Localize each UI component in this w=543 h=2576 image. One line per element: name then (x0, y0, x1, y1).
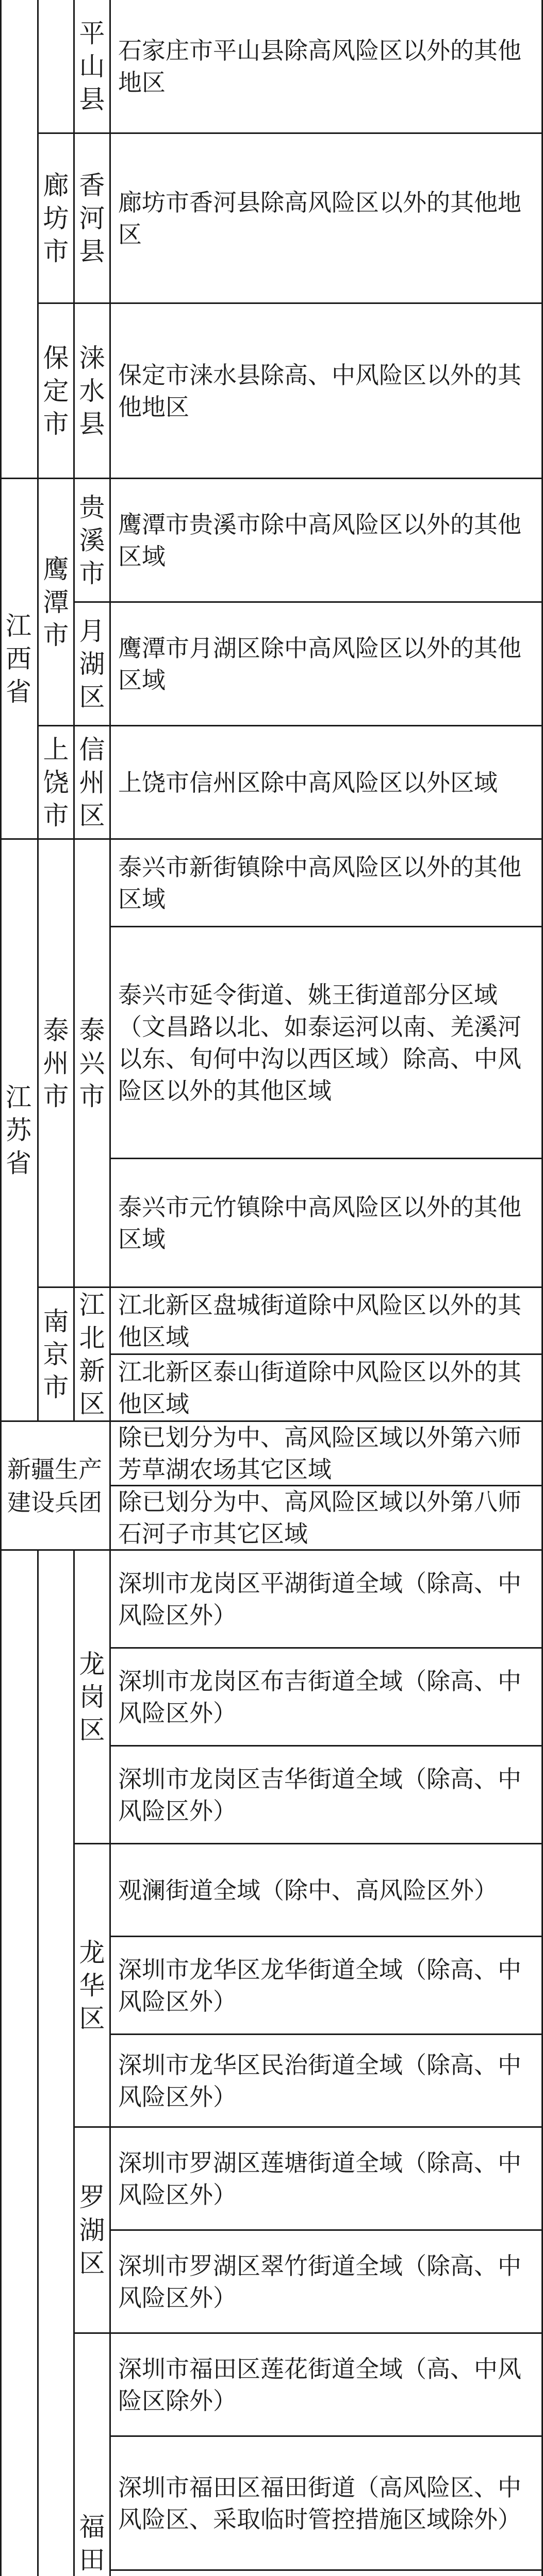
city-label: 保定市 (43, 343, 69, 439)
province-cell-jiangxi (0, 479, 39, 840)
table-row (111, 1422, 543, 1486)
area-description: 保定市涞水县除高、中风险区以外的其他地区 (118, 361, 521, 421)
table-row (111, 1649, 543, 1747)
province-label: 江苏省 (6, 1082, 31, 1178)
area-description: 深圳市福田区福田街道（高风险区、中风险区、采取临时管控措施区域除外） (118, 2473, 521, 2533)
city-label: 南京市 (43, 1306, 69, 1402)
district-cell-luohu (75, 2128, 111, 2334)
district-label: 信州区 (79, 734, 105, 831)
city-cell-shangrao (39, 726, 75, 840)
area-description: 鹰潭市月湖区除中高风险区以外的其他区域 (118, 634, 521, 694)
district-label: 香河县 (79, 170, 105, 266)
district-cell-laishui (75, 304, 111, 479)
district-label: 平山县 (79, 18, 105, 114)
area-description: 除已划分为中、高风险区域以外第六师芳草湖农场其它区域 (118, 1423, 521, 1483)
city-cell-shenzhen (39, 1551, 75, 2576)
district-cell-yuehu (75, 603, 111, 726)
province-cell-xinjiang-bingtuan (0, 1422, 111, 1551)
table-row (111, 726, 543, 840)
table-row (111, 1937, 543, 2035)
area-description: 泰兴市延令街道、姚王街道部分区域（文昌路以北、如泰运河以南、羌溪河以东、旬何中沟以西区域）除高、中风险区以外的其他区域 (118, 980, 521, 1105)
area-description: 深圳市龙岗区吉华街道全域（除高、中风险区外） (118, 1765, 521, 1825)
district-cell-xinzhou (75, 726, 111, 840)
city-cell-langfang (39, 134, 75, 304)
district-cell-taixing (75, 840, 111, 1288)
city-cell-yingtan (39, 479, 75, 726)
table-row (111, 2035, 543, 2128)
city-cell-taizhou (39, 840, 75, 1288)
city-label: 上饶市 (43, 734, 69, 831)
district-label: 月湖区 (79, 616, 105, 712)
area-description: 鹰潭市贵溪市除中高风险区以外的其他区域 (118, 510, 521, 570)
area-description: 泰兴市新街镇除中高风险区以外的其他区域 (118, 853, 521, 913)
table-row (111, 2334, 543, 2437)
area-description: 泰兴市元竹镇除中高风险区以外的其他区域 (118, 1193, 521, 1253)
table-row (111, 134, 543, 304)
city-cell-baoding (39, 304, 75, 479)
table-row (111, 1551, 543, 1649)
table-row (111, 0, 543, 134)
table-row (111, 1486, 543, 1551)
district-label: 龙华区 (79, 1937, 105, 2033)
table-row (111, 304, 543, 479)
district-label: 福田 (79, 2512, 105, 2575)
area-description: 观澜街道全域（除中、高风险区外） (118, 1876, 498, 1904)
area-description: 深圳市罗湖区莲塘街道全域（除高、中风险区外） (118, 2148, 521, 2209)
area-description: 深圳市龙华区民治街道全域（除高、中风险区外） (118, 2050, 521, 2111)
province-cell-hebei-continuation (0, 0, 39, 479)
table-row (111, 1844, 543, 1937)
city-cell-shijiazhuang-continuation (39, 0, 75, 134)
table-row (111, 1159, 543, 1288)
district-cell-futian (75, 2334, 111, 2576)
district-label: 泰兴市 (79, 1015, 105, 1111)
table-row (111, 2571, 543, 2576)
district-label: 江北新区 (79, 1290, 105, 1419)
city-label: 鹰潭市 (43, 554, 69, 650)
area-description: 廊坊市香河县除高风险区以外的其他地区 (118, 188, 521, 248)
table-row (111, 927, 543, 1159)
district-cell-longhua (75, 1844, 111, 2128)
table-row (111, 840, 543, 927)
table-row (111, 2231, 543, 2334)
district-cell-longgang (75, 1551, 111, 1844)
district-cell-xianghe (75, 134, 111, 304)
city-cell-nanjing (39, 1288, 75, 1422)
area-description: 深圳市龙岗区平湖街道全域（除高、中风险区外） (118, 1569, 521, 1629)
area-description: 深圳市龙岗区布吉街道全域（除高、中风险区外） (118, 1667, 521, 1727)
district-label: 涞水县 (79, 343, 105, 439)
district-cell-guixi (75, 479, 111, 603)
province-label: 新疆生产建设兵团 (7, 1455, 102, 1516)
table-row (111, 1747, 543, 1844)
district-cell-pingshan (75, 0, 111, 134)
district-label: 龙岗区 (79, 1649, 105, 1745)
district-label: 罗湖区 (79, 2182, 105, 2278)
area-description: 深圳市罗湖区翠竹街道全域（除高、中风险区外） (118, 2251, 521, 2312)
table-row (111, 2128, 543, 2231)
table-row (111, 2437, 543, 2571)
table-row (111, 1288, 543, 1355)
area-description: 深圳市龙华区龙华街道全域（除高、中风险区外） (118, 1955, 521, 2015)
district-label: 贵溪市 (79, 492, 105, 588)
table-row (111, 1355, 543, 1422)
area-description: 石家庄市平山县除高风险区以外的其他地区 (118, 36, 521, 96)
district-cell-jiangbei-xinqu (75, 1288, 111, 1422)
area-description: 上饶市信州区除中高风险区以外区域 (118, 768, 498, 796)
area-description: 江北新区泰山街道除中风险区以外的其他区域 (118, 1358, 521, 1418)
area-description: 深圳市福田区莲花街道全域（高、中风险区除外） (118, 2354, 521, 2415)
area-description: 江北新区盘城街道除中风险区以外的其他区域 (118, 1291, 521, 1351)
city-label: 廊坊市 (43, 170, 69, 266)
table-row (111, 603, 543, 726)
province-cell-jiangsu (0, 840, 39, 1422)
city-label: 泰州市 (43, 1015, 69, 1111)
table-row (111, 479, 543, 603)
area-description: 除已划分为中、高风险区域以外第八师石河子市其它区域 (118, 1488, 521, 1548)
province-label: 江西省 (6, 611, 31, 707)
province-cell-guangdong (0, 1551, 39, 2576)
